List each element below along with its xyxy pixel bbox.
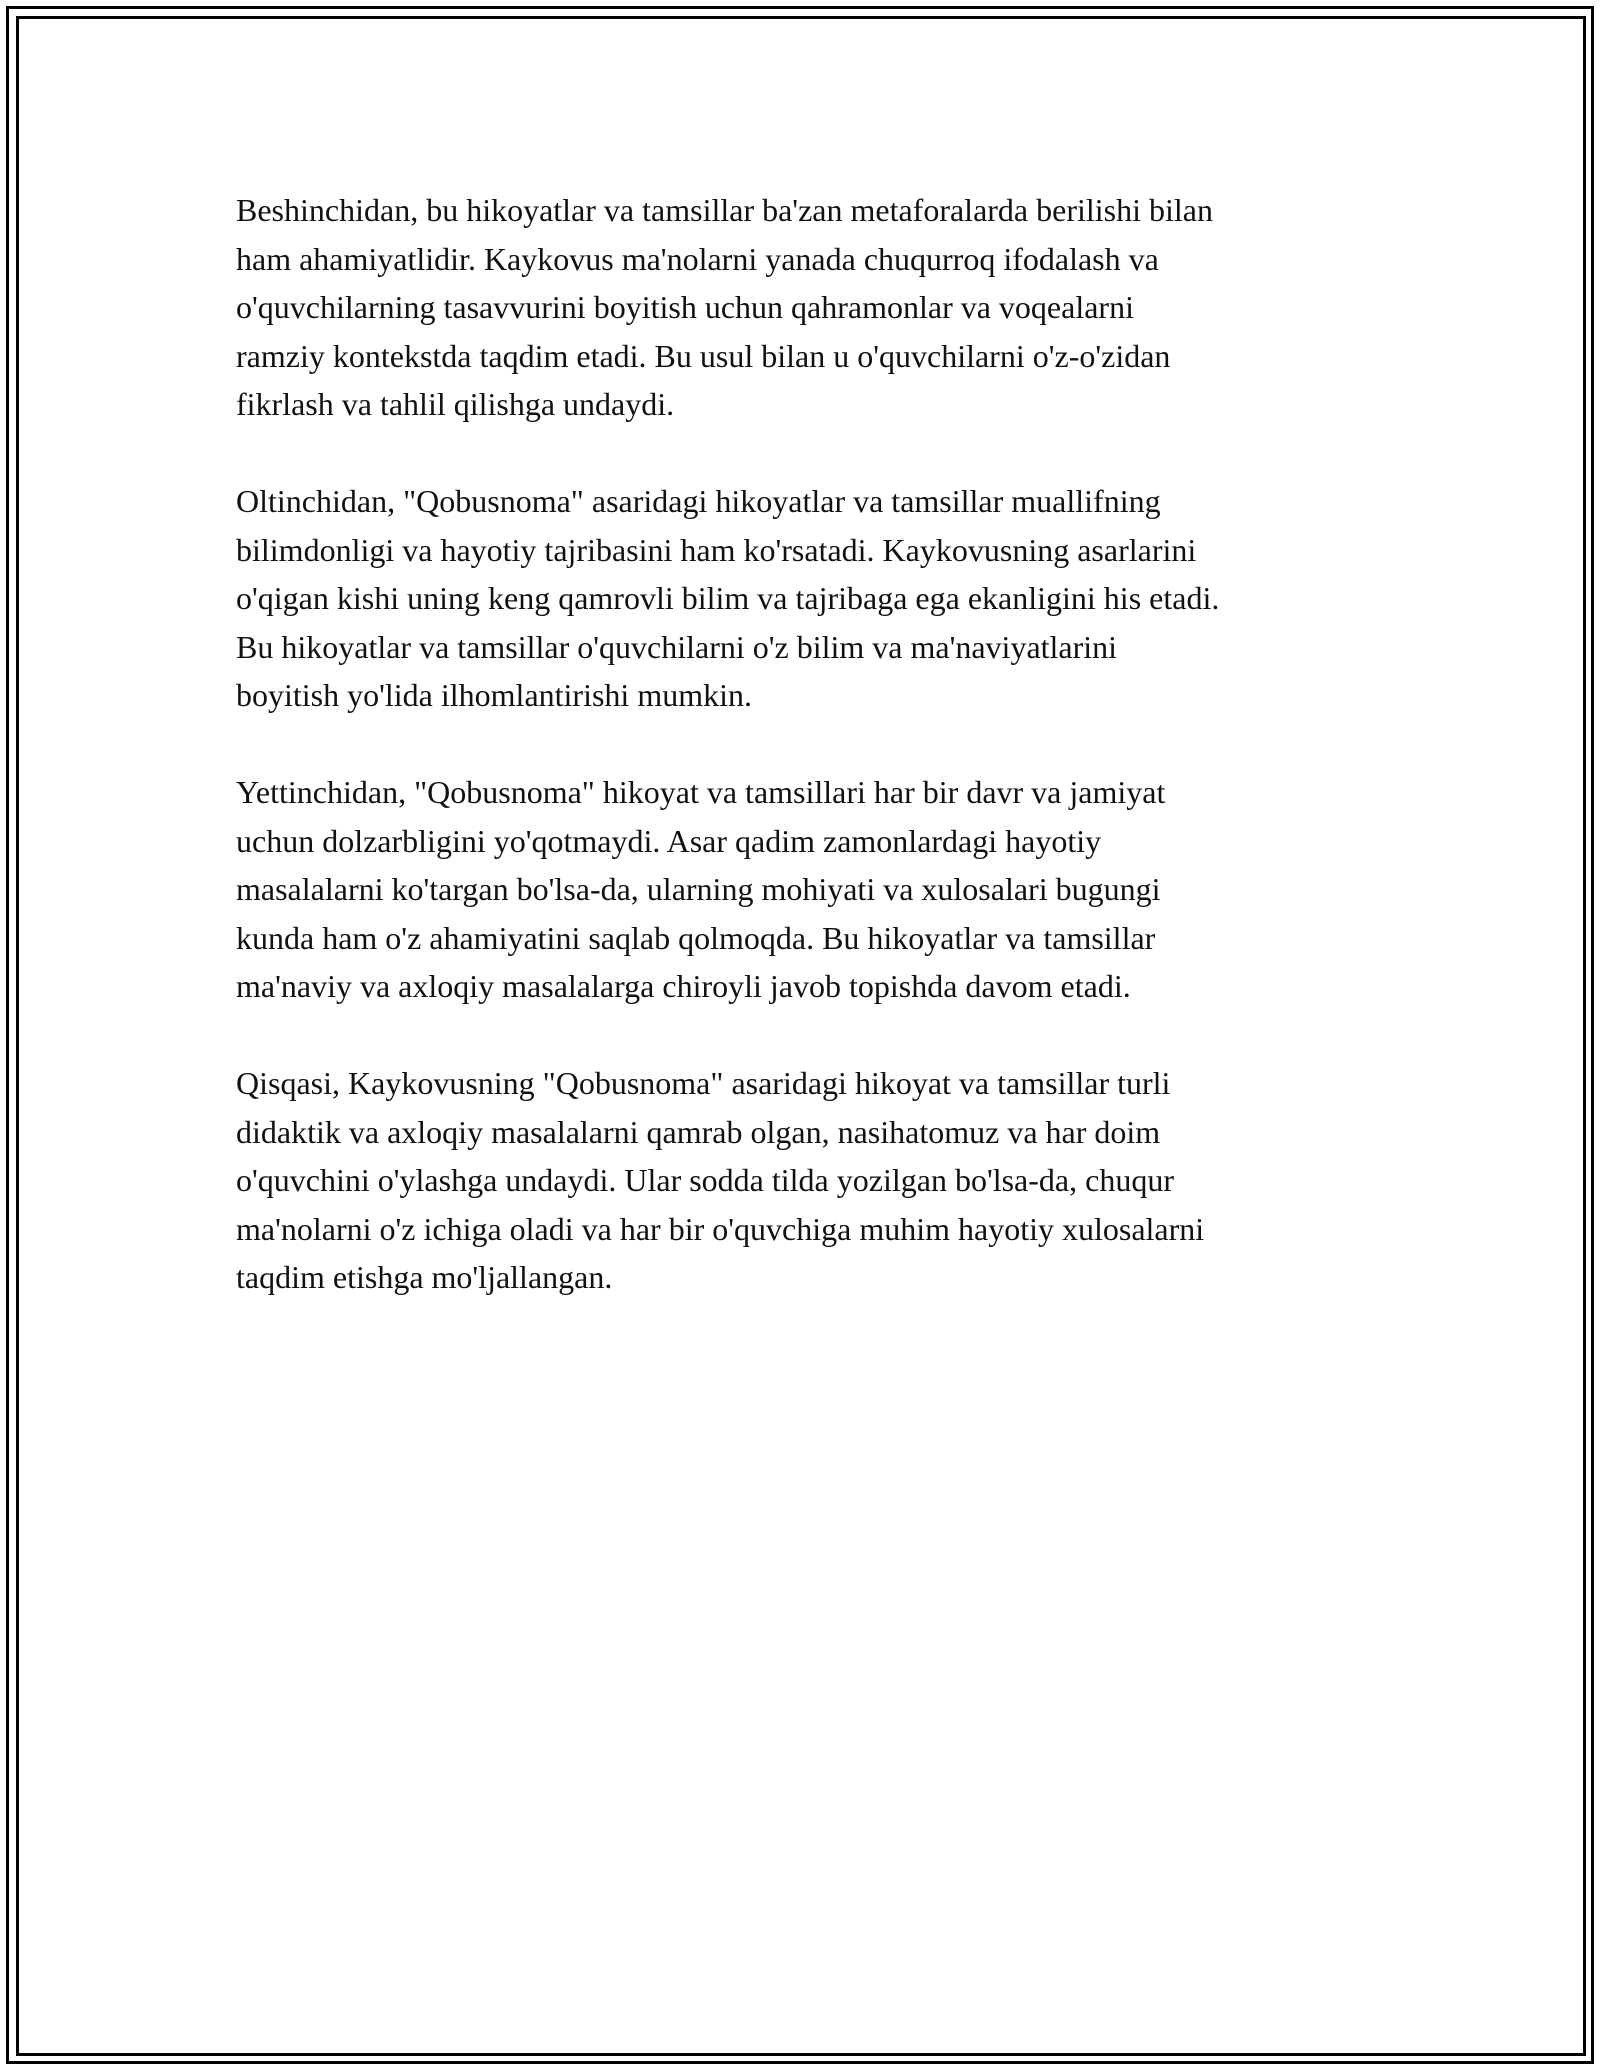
paragraph-yettinchidan: Yettinchidan, "Qobusnoma" hikoyat va tamsillari har bir davr va jamiyat uchun dolzarbligini yo'qotmaydi. Asar qadim zamonlardagi hayotiy masalalarni ko'targan bo'lsa-da, ularning mohiyati va xulosalari bugungi kunda ham o'z ahamiyatini saqlab qolmoqda. Bu hikoyatlar va tamsillar ma'naviy va axloqiy masalalarga chiroyli javob topishda davom etadi. [236, 774, 1166, 1004]
document-body [236, 186, 1366, 1350]
paragraph-qisqasi: Qisqasi, Kaykovusning "Qobusnoma" asaridagi hikoyat va tamsillar turli didaktik va axloqiy masalalarni qamrab olgan, nasihatomuz va har doim o'quvchini o'ylashga undaydi. Ular sodda tilda yozilgan bo'lsa-da, chuqur ma'nolarni o'z ichiga oladi va har bir o'quvchiga muhim hayotiy xulosalarni taqdim etishga mo'ljallangan. [236, 1065, 1205, 1295]
paragraph-oltinchidan: Oltinchidan, "Qobusnoma" asaridagi hikoyatlar va tamsillar muallifning bilimdonligi va hayotiy tajribasini ham ko'rsatadi. Kaykovusning asarlarini o'qigan kishi uning keng qamrovli bilim va tajribaga ega ekanligini his etadi. Bu hikoyatlar va tamsillar o'quvchilarni o'z bilim va ma'naviyatlarini boyitish yo'lida ilhomlantirishi mumkin. [236, 483, 1220, 713]
paragraph-beshinchidan: Beshinchidan, bu hikoyatlar va tamsillar ba'zan metaforalarda berilishi bilan ham ahamiyatlidir. Kaykovus ma'nolarni yanada chuqurroq ifodalash va o'quvchilarning tasavvurini boyitish uchun qahramonlar va voqealarni ramziy kontekstda taqdim etadi. Bu usul bilan u o'quvchilarni o'z-o'zidan fikrlash va tahlil qilishga undaydi. [236, 192, 1213, 422]
